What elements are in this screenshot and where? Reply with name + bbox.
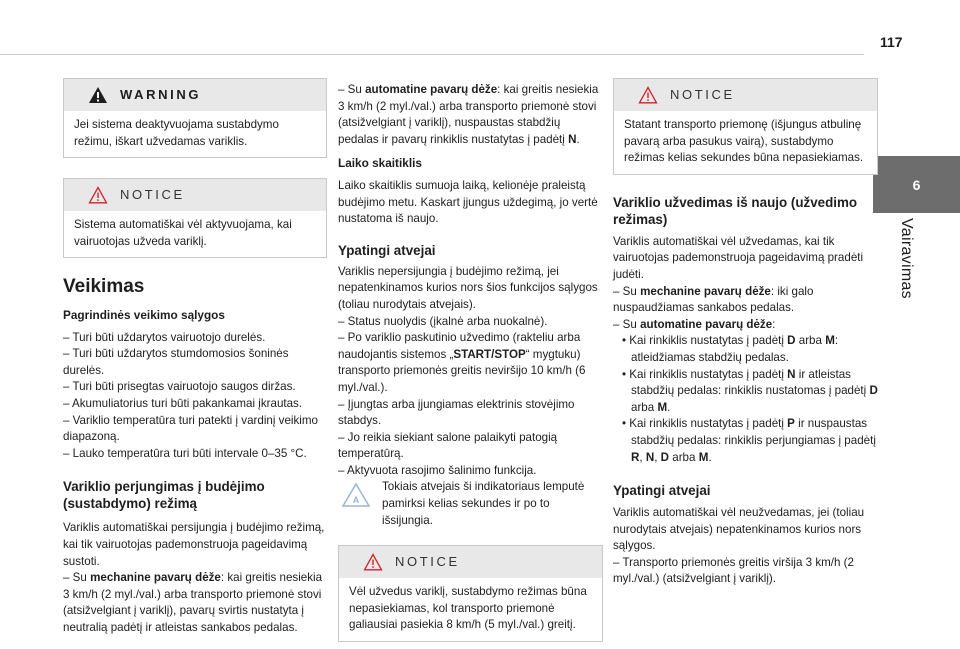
notice-header-2 bbox=[339, 546, 602, 578]
list-item: – Variklio temperatūra turi patekti į vardinį veikimo diapazoną. bbox=[63, 413, 318, 444]
timer-title: Laiko skaitiklis bbox=[338, 156, 422, 171]
column-middle bbox=[338, 82, 603, 642]
auto-gearbox-stop: – Su automatine pavarų dėže: kai greitis nesiekia 3 km/h (2 myl./val.) arba transporto priemonė stovi (atsižvelgiant į variklį), nuspaustas stabdžių pedalas ir pavarų rinkiklis nustatytas į padėtį N. bbox=[338, 83, 599, 146]
list-item: – Turi būti uždarytos vairuotojo durelės. bbox=[63, 330, 266, 344]
column-left bbox=[63, 78, 327, 636]
notice-box-3 bbox=[613, 78, 878, 175]
notice-text-3: Statant transporto priemonę (išjungus atbulinę pavarą arba pasukus vairą), sustabdymo režimas kelias sekundes būna nepasiekiamas. bbox=[624, 118, 864, 165]
chapter-tab[interactable] bbox=[873, 156, 960, 213]
list-item: – Jo reikia siekiant salone palaikyti patogią temperatūrą. bbox=[338, 430, 558, 461]
header-rule bbox=[0, 54, 864, 55]
special-intro-2: Variklis automatiškai vėl neužvedamas, jei (toliau nurodytais atvejais) nepatenkinamos kurios nors sąlygos. bbox=[613, 506, 865, 553]
notice-label-2: NOTICE bbox=[395, 553, 460, 569]
warning-box bbox=[63, 78, 327, 158]
notice-text-2: Vėl užvedus variklį, sustabdymo režimas būna nepasiekiamas, kol transporto priemonė galiausiai pasiekia 8 km/h (5 myl./val.) greitį. bbox=[349, 585, 587, 632]
switch-title: Variklio perjungimas į budėjimo (sustabdymo) režimą bbox=[63, 479, 265, 512]
list-item: – Transporto priemonės greitis viršija 3 km/h (2 myl./val.) (atsižvelgiant į variklį). bbox=[613, 555, 854, 586]
notice-triangle-icon bbox=[638, 86, 658, 104]
restart-intro: Variklis automatiškai vėl užvedamas, kai tik vairuotojas pademonstruoja pageidavimą pradėti judėti. bbox=[613, 234, 864, 281]
list-item: – Turi būti uždarytos stumdomosios šoninės durelės. bbox=[63, 347, 289, 377]
timer-text: Laiko skaitiklis sumuoja laiką, kelionėje praleistą budėjimo metu. Kaskart įjungus uždegimą, jo vertė nustatoma iš naujo. bbox=[338, 178, 598, 226]
list-item: – Lauko temperatūra turi būti intervale 0–35 °C. bbox=[63, 446, 307, 460]
switch-manual: – Su mechanine pavarų dėže: kai greitis nesiekia 3 km/h (2 myl./val.) arba transporto priemonė stovi (atsižvelgiant į variklį), pavarų svirtis nustatyta į neutralią padėtį ir atleistas sankabos pedalas. bbox=[63, 571, 323, 634]
section-heading: Veikimas bbox=[63, 276, 145, 298]
warning-text: Jei sistema deaktyvuojama sustabdymo režimu, iškart užvedamas variklis. bbox=[74, 118, 279, 148]
notice-header-3 bbox=[614, 79, 877, 111]
svg-text:A: A bbox=[352, 495, 360, 506]
conditions-list bbox=[63, 330, 327, 463]
notice-triangle-icon bbox=[88, 186, 108, 204]
restart-manual: – Su mechanine pavarų dėže: iki galo nuspaudžiamas sankabos pedalas. bbox=[613, 284, 814, 315]
restart-auto: – Su automatine pavarų dėže: bbox=[613, 317, 776, 331]
sub-item: • Kai rinkiklis nustatytas į padėtį P ir nuspaustas stabdžių pedalas: rinkiklis perjungiamas į padėtį R, N, D arba M. bbox=[622, 417, 876, 464]
list-item: – Akumuliatorius turi būti pakankamai įkrautas. bbox=[63, 396, 303, 410]
special-title: Ypatingi atvejai bbox=[338, 242, 436, 258]
notice-header-1 bbox=[64, 179, 326, 211]
special-title-2: Ypatingi atvejai bbox=[613, 483, 711, 499]
sub-item: • Kai rinkiklis nustatytas į padėtį N ir atleistas stabdžių pedalas: rinkiklis nustatomas į padėtį D arba M. bbox=[622, 367, 878, 414]
column-right bbox=[613, 78, 878, 588]
special-intro: Variklis nepersijungia į budėjimo režimą, jei nepatenkinamos kurios nors šios funkcijos sąlygos (toliau nurodytais atvejais). bbox=[338, 264, 598, 311]
chapter-title: Vairavimas bbox=[898, 218, 915, 299]
list-item: – Po variklio paskutinio užvedimo (rakteliu arba naudojantis sistemos „START/STOP“ mygtuku) transporto priemonės greitis neviršijo 10 km/h (6 myl./val.). bbox=[338, 331, 586, 394]
sub-item: • Kai rinkiklis nustatytas į padėtį D arba M: atleidžiamas stabdžių pedalas. bbox=[622, 334, 839, 364]
notice-triangle-icon bbox=[363, 553, 383, 571]
list-item: – Įjungtas arba įjungiamas elektrinis stovėjimo stabdys. bbox=[338, 397, 575, 428]
chapter-number: 6 bbox=[912, 176, 921, 193]
notice-box-1 bbox=[63, 178, 327, 258]
conditions-title: Pagrindinės veikimo sąlygos bbox=[63, 307, 225, 322]
warning-header bbox=[64, 79, 326, 111]
eco-indicator-icon bbox=[340, 481, 372, 509]
list-item: – Status nuolydis (įkalnė arba nuokalnė). bbox=[338, 314, 548, 328]
warning-label: WARNING bbox=[120, 86, 202, 102]
warning-triangle-icon bbox=[88, 86, 108, 104]
notice-label-1: NOTICE bbox=[120, 186, 185, 202]
page-number: 117 bbox=[880, 34, 903, 50]
notice-text-1: Sistema automatiškai vėl aktyvuojama, kai vairuotojas užveda variklį. bbox=[74, 218, 292, 248]
eco-indicator-note bbox=[338, 479, 603, 529]
eco-text: Tokiais atvejais ši indikatoriaus lemputė pamirksi kelias sekundes ir po to išsijungia. bbox=[382, 480, 585, 527]
list-item: – Aktyvuota rasojimo šalinimo funkcija. bbox=[338, 463, 537, 477]
switch-intro: Variklis automatiškai persijungia į budėjimo režimą, kai tik vairuotojas pademonstruoja pageidavimą sustoti. bbox=[63, 521, 325, 568]
list-item: – Turi būti prisegtas vairuotojo saugos diržas. bbox=[63, 380, 296, 394]
restart-title: Variklio užvedimas iš naujo (užvedimo režimas) bbox=[613, 194, 858, 227]
notice-box-2 bbox=[338, 545, 603, 642]
notice-label-3: NOTICE bbox=[670, 86, 735, 102]
